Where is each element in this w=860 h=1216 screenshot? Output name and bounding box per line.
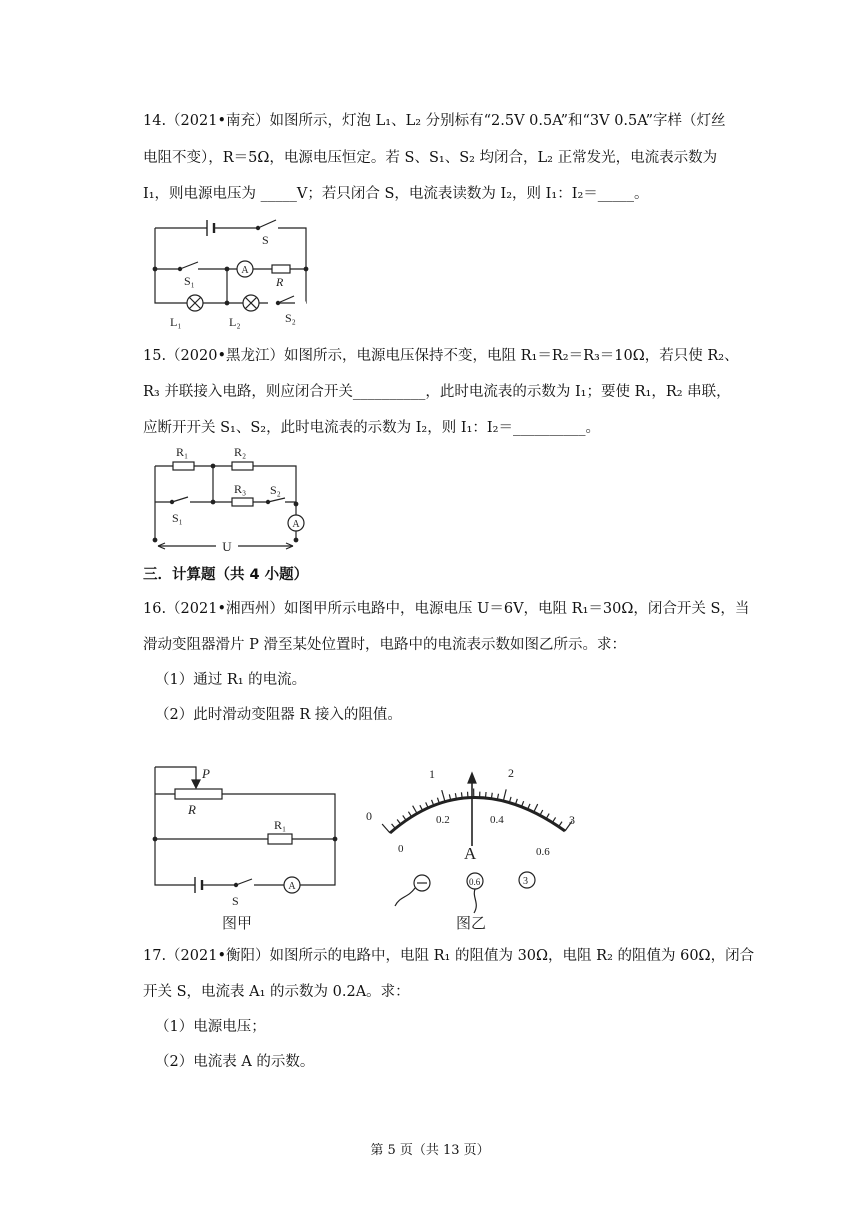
q14-circuit-diagram: [150, 212, 320, 330]
label-s2: S₂: [285, 311, 296, 325]
q16-sub-1: （1）通过 R₁ 的电流。: [155, 672, 307, 688]
caption-fig-a: 图甲: [222, 916, 253, 932]
q17-sub-1: （1）电源电压；: [155, 1019, 266, 1035]
tick-lower-2: 0.4: [490, 814, 504, 826]
label-r3: R₃: [234, 482, 247, 496]
label-r: R: [276, 275, 284, 289]
label-u: U: [222, 539, 232, 554]
q16-circuit-diagram-a: [150, 762, 345, 937]
q14-line-3: I₁，则电源电压为 _____V；若只闭合 S，电流表读数为 I₂，则 I₁：I₂＝_____。: [143, 186, 649, 202]
q17-line-2: 开关 S，电流表 A₁ 的示数为 0.2A。求：: [143, 984, 410, 1000]
label-s2: S₂: [270, 483, 281, 497]
tick-upper-0: 0: [366, 809, 372, 823]
q16-line-2: 滑动变阻器滑片 P 滑至某处位置时，电路中的电流表示数如图乙所示。求：: [143, 637, 626, 653]
unit-label: A: [464, 844, 477, 863]
q15-line-3: 应断开开关 S₁、S₂，此时电流表的示数为 I₂，则 I₁：I₂＝__________。: [143, 420, 600, 436]
label-s1: S₁: [172, 511, 183, 525]
label-ammeter: A: [288, 881, 296, 892]
q14-line-1: 14.（2021•南充）如图所示，灯泡 L₁、L₂ 分别标有“2.5V 0.5A”和“3V 0.5A”字样（灯丝: [143, 113, 726, 129]
q16-sub-2: （2）此时滑动变阻器 R 接入的阻值。: [155, 707, 402, 723]
q17-sub-2: （2）电流表 A 的示数。: [155, 1054, 315, 1070]
terminal-3: 3: [523, 876, 528, 887]
label-r1: R₁: [176, 445, 189, 459]
q15-line-1: 15.（2020•黑龙江）如图所示，电源电压保持不变，电阻 R₁＝R₂＝R₃＝10Ω，若只使 R₂、: [143, 348, 739, 364]
section-heading: 三．计算题（共 4 小题）: [143, 567, 309, 583]
page-footer: 第 5 页（共 13 页）: [370, 1143, 490, 1158]
label-s1: S₁: [184, 274, 195, 288]
tick-upper-1: 1: [429, 767, 435, 781]
label-s: S: [232, 894, 239, 908]
label-l2: L₂: [229, 315, 241, 329]
terminal-0.6: 0.6: [469, 877, 481, 887]
label-s: S: [262, 233, 269, 247]
tick-lower-1: 0.2: [436, 814, 450, 826]
q14-line-2: 电阻不变），R＝5Ω，电源电压恒定。若 S、S₁、S₂ 均闭合，L₂ 正常发光，电流表示数为: [143, 150, 718, 166]
tick-lower-0: 0: [398, 843, 404, 855]
tick-lower-3: 0.6: [536, 846, 550, 858]
label-ammeter: A: [241, 265, 249, 276]
caption-fig-b: 图乙: [456, 916, 487, 932]
q17-line-1: 17.（2021•衡阳）如图所示的电路中，电阻 R₁ 的阻值为 30Ω，电阻 R₂ 的阻值为 60Ω，闭合: [143, 948, 755, 964]
q16-ammeter-dial: [360, 758, 590, 938]
q15-circuit-diagram: [150, 442, 315, 560]
tick-upper-2: 2: [508, 766, 514, 780]
q16-line-1: 16.（2021•湘西州）如图甲所示电路中，电源电压 U＝6V，电阻 R₁＝30Ω，闭合开关 S，当: [143, 601, 750, 617]
label-l1: L₁: [170, 315, 182, 329]
label-r: R: [188, 802, 196, 817]
label-r1: R₁: [274, 818, 287, 832]
label-r2: R₂: [234, 445, 247, 459]
label-ammeter: A: [292, 519, 300, 530]
label-p: P: [202, 766, 210, 781]
q15-line-2: R₃ 并联接入电路，则应闭合开关__________，此时电流表的示数为 I₁；要使 R₁，R₂ 串联，: [143, 384, 731, 400]
tick-upper-3: 3: [569, 813, 575, 827]
